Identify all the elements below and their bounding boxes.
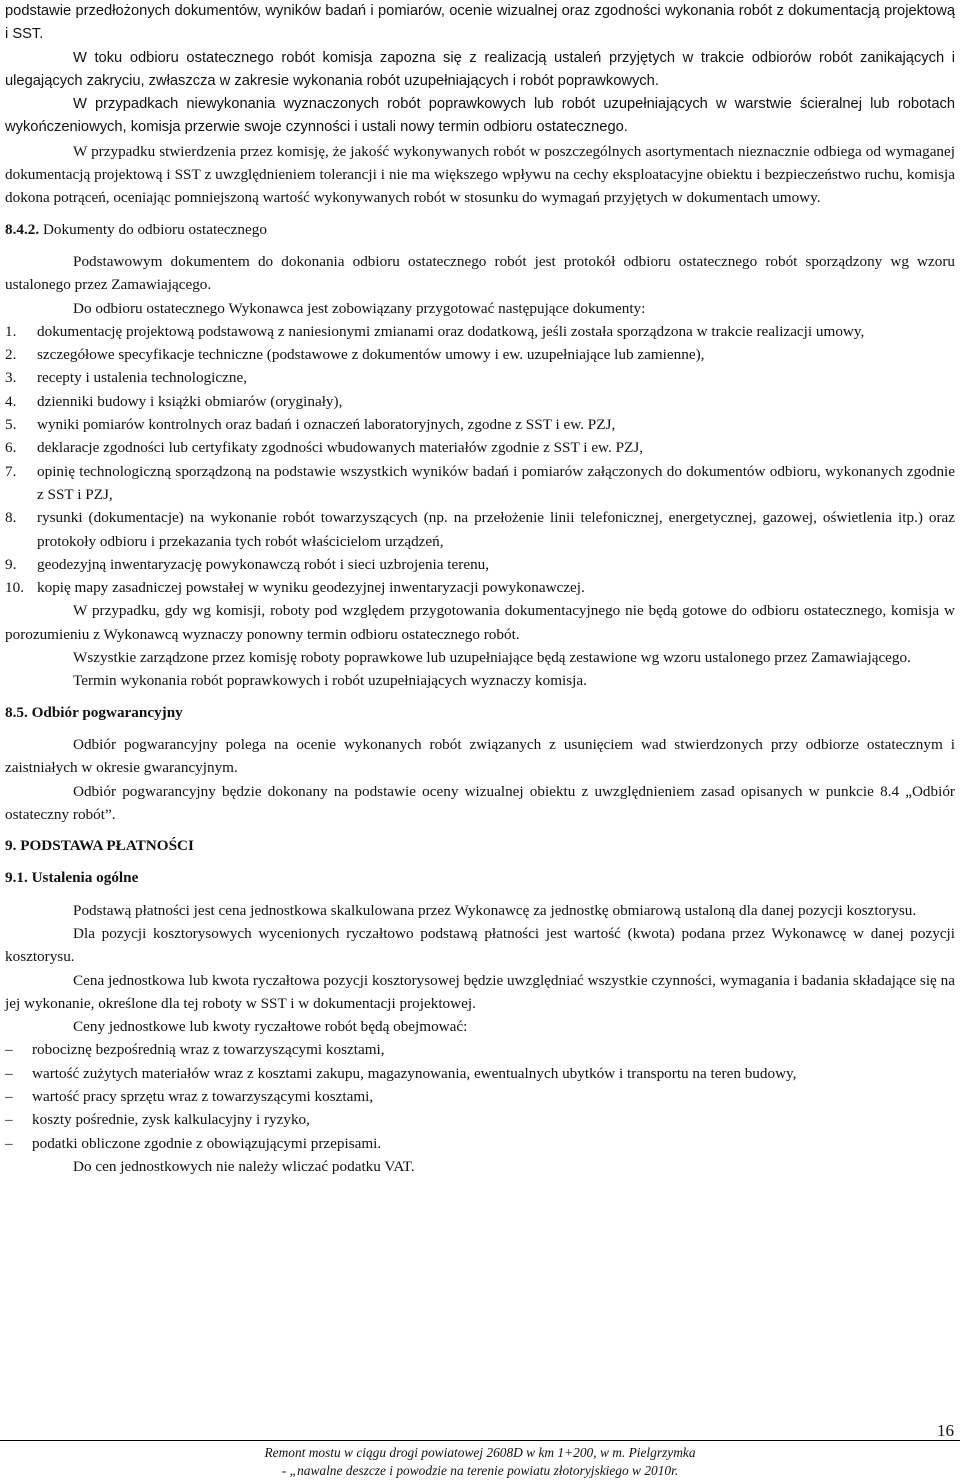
paragraph-continuation: podstawie przedłożonych dokumentów, wyników badań i pomiarów, ocenie wizualnej oraz zgodności wykonania robót z dokumentacją projektową i SST.	[5, 3, 955, 43]
list-item: – wartość pracy sprzętu wraz z towarzyszącymi kosztami,	[5, 1088, 374, 1106]
paragraph-vat: Do cen jednostkowych nie należy wliczać podatku VAT.	[73, 1157, 415, 1175]
section-number: 8.4.2.	[5, 220, 40, 238]
list-item: 8. rysunki (dokumentacje) na wykonanie robót towarzyszących (np. na przełożenie linii telefonicznej, energetycznej, gazowej, oświetlenia itp.) oraz protokoły odbioru i przekazania tych robót właścicielom urządzeń,	[5, 509, 955, 550]
paragraph-corrective-works: Wszystkie zarządzone przez komisję roboty poprawkowe lub uzupełniające będą zestawione wg wzoru ustalonego przez Zamawiającego.	[73, 649, 911, 667]
paragraph-new-deadline: W przypadku, gdy wg komisji, roboty pod względem przygotowania dokumentacyjnego nie będą gotowe do odbioru ostatecznego, komisja w porozumieniu z Wykonawcą wyznaczy ponowny termin odbioru ostatecznego robót.	[5, 602, 955, 643]
list-item: – koszty pośrednie, zysk kalkulacyjny i ryzyko,	[5, 1111, 310, 1129]
list-item: 3. recepty i ustalenia technologiczne,	[5, 369, 247, 387]
paragraph-payment-basis: Podstawą płatności jest cena jednostkowa skalkulowana przez Wykonawcę za jednostkę obmiarową ustaloną dla danej pozycji kosztorysu.	[73, 901, 917, 919]
section-heading-9-1: 9.1. Ustalenia ogólne	[5, 869, 139, 887]
list-item: 7. opinię technologiczną sporządzoną na podstawie wszystkich wyników badań i pomiarów załączonych do dokumentów odbioru, wykonanych zgodnie z SST i PZJ,	[5, 462, 955, 503]
list-item: 2. szczegółowe specyfikacje techniczne (podstawowe z dokumentów umowy i ew. uzupełniające lub zamienne),	[5, 346, 705, 364]
page-number: 16	[937, 1421, 954, 1440]
section-heading-8-4-2	[5, 218, 955, 241]
list-item: – podatki obliczone zgodnie z obowiązującymi przepisami.	[5, 1134, 382, 1152]
list-item: 10. kopię mapy zasadniczej powstałej w wyniku geodezyjnej inwentaryzacji powykonawczej.	[5, 579, 585, 597]
page-footer	[0, 1440, 960, 1480]
price-components-list	[5, 1038, 955, 1154]
paragraph-deadline-commission: Termin wykonania robót poprawkowych i robót uzupełniających wyznaczy komisja.	[73, 672, 587, 690]
list-item: – wartość zużytych materiałów wraz z kosztami zakupu, magazynowania, ewentualnych ubytków i transportu na teren budowy,	[5, 1064, 797, 1082]
documents-list	[5, 320, 955, 600]
paragraph-prices-include: Ceny jednostkowe lub kwoty ryczałtowe robót będą obejmować:	[73, 1018, 468, 1036]
list-item: – robociznę bezpośrednią wraz z towarzyszącymi kosztami,	[5, 1041, 385, 1059]
section-heading-8-5: 8.5. Odbiór pogwarancyjny	[5, 703, 183, 721]
section-heading-9: 9. PODSTAWA PŁATNOŚCI	[5, 837, 194, 855]
section-title: Dokumenty do odbioru ostatecznego	[42, 220, 267, 238]
paragraph-final-acceptance-review: W toku odbioru ostatecznego robót komisja zapozna się z realizacją ustaleń przyjętych w trakcie odbiorów robót zanikających i ulegających zakryciu, zwłaszcza w zakresie wykonania robót uzupełniających i robót poprawkowych.	[5, 49, 955, 89]
paragraph-post-warranty-1: Odbiór pogwarancyjny polega na ocenie wykonanych robót związanych z usunięciem wad stwierdzonych przy odbiorze ostatecznym i zaistniałych w okresie gwarancyjnym.	[5, 735, 955, 777]
paragraph-protocol: Podstawowym dokumentem do dokonania odbioru ostatecznego robót jest protokół odbioru ostatecznego robót sporządzony wg wzoru ustalonego przez Zamawiającego.	[5, 252, 955, 294]
paragraph-documents-intro: Do odbioru ostatecznego Wykonawca jest zobowiązany przygotować następujące dokumenty:	[73, 299, 646, 317]
list-item: 5. wyniki pomiarów kontrolnych oraz badań i oznaczeń laboratoryjnych, zgodne z SST i ew. PZJ,	[5, 416, 616, 434]
list-item: 6. deklaracje zgodności lub certyfikaty zgodności wbudowanych materiałów zgodnie z SST i ew. PZJ,	[5, 439, 644, 457]
list-item: 4. dzienniki budowy i książki obmiarów (oryginały),	[5, 392, 343, 410]
paragraph-lump-sum: Dla pozycji kosztorysowych wycenionych ryczałtowo podstawą płatności jest wartość (kwota) podana przez Wykonawcę w danej pozycji kosztorysu.	[5, 924, 955, 966]
footer-line-2: - „nawalne deszcze i powodzie na terenie powiatu złotoryjskiego w 2010r.	[281, 1463, 679, 1478]
paragraph-incomplete-works: W przypadkach niewykonania wyznaczonych robót poprawkowych lub robót uzupełniających w warstwie ścieralnej lub robotach wykończeniowych, komisja przerwie swoje czynności i ustali nowy termin odbioru ostatecznego.	[5, 96, 955, 136]
footer-line-1: Remont mostu w ciągu drogi powiatowej 2608D w km 1+200, w m. Pielgrzymka	[264, 1445, 696, 1460]
paragraph-post-warranty-2: Odbiór pogwarancyjny będzie dokonany na podstawie oceny wizualnej obiektu z uwzględnieniem zasad opisanych w punkcie 8.4 „Odbiór ostateczny robót”.	[5, 782, 955, 823]
list-item: 1. dokumentację projektową podstawową z naniesionymi zmianami oraz dodatkową, jeśli została sporządzona w trakcie realizacji umowy,	[5, 322, 865, 340]
list-item: 9. geodezyjną inwentaryzację powykonawczą robót i sieci uzbrojenia terenu,	[5, 555, 490, 573]
paragraph-deductions: W przypadku stwierdzenia przez komisję, że jakość wykonywanych robót w poszczególnych asortymentach nieznacznie odbiega od wymaganej dokumentacją projektową i SST z uwzględnieniem tolerancji i nie ma większego wpływu na cechy eksploatacyjne obiektu i bezpieczeństwo ruchu, komisja dokona potrąceń, oceniając pomniejszoną wartość wykonywanych robót w stosunku do wymagań przyjętych w dokumentach umowy.	[5, 142, 955, 207]
paragraph-unit-price: Cena jednostkowa lub kwota ryczałtowa pozycji kosztorysowej będzie uwzględniać wszystkie czynności, wymagania i badania składające się na jej wykonanie, określone dla tej roboty w SST i w dokumentacji projektowej.	[5, 971, 955, 1012]
